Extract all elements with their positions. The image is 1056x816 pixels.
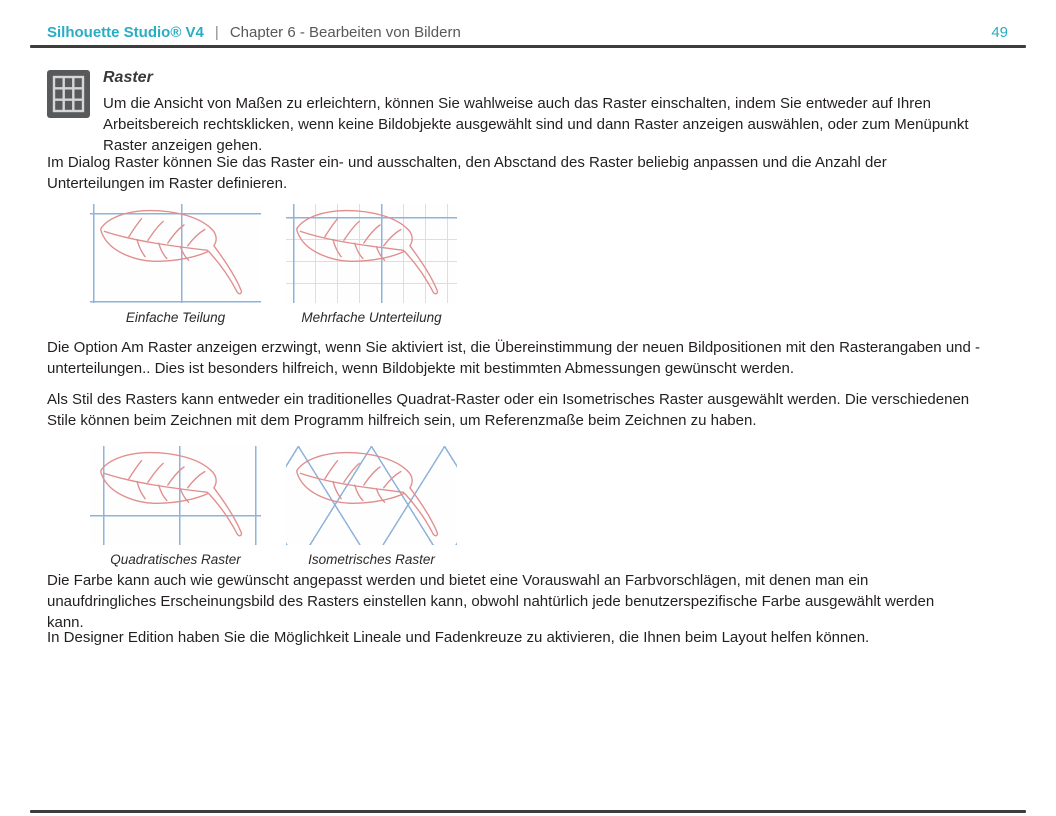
footer-rule: [30, 810, 1026, 813]
leaf-illustration-isometric-grid: [286, 446, 457, 545]
figure-simple-division: [90, 204, 261, 325]
figure-row-division: [90, 204, 457, 325]
header-separator: |: [214, 24, 219, 41]
intro-paragraph: Um die Ansicht von Maßen zu erleichtern, können Sie wahlweise auch das Raster einschalten, indem Sie entweder auf Ihren Arbeitsbereich rechtsklicken, wenn keine Bildobjekte ausgewählt sind und dann Raster anzeigen auswählen, oder zum Menüpunkt Raster anzeigen gehen.: [103, 95, 969, 154]
figure-caption: Quadratisches Raster: [110, 552, 241, 567]
figure-caption: Einfache Teilung: [125, 310, 226, 325]
dialog-paragraph: Im Dialog Raster können Sie das Raster ein- und ausschalten, den Absctand des Raster beliebig anpassen und die Anzahl der Unterteilungen im Raster definieren.: [47, 154, 887, 192]
page-header: [47, 24, 1008, 41]
figure-caption: Isometrisches Raster: [308, 552, 435, 567]
section-title: Raster: [103, 69, 153, 86]
designer-paragraph: In Designer Edition haben Sie die Möglichkeit Lineale und Fadenkreuze zu aktivieren, die Ihnen beim Layout helfen können.: [47, 629, 870, 646]
grid-icon: [47, 70, 90, 118]
page-number: 49: [991, 24, 1008, 41]
leaf-drawing: [287, 448, 455, 543]
figure-multiple-subdivision: [286, 204, 457, 325]
leaf-illustration-square-grid: [90, 446, 261, 545]
leaf-drawing: [91, 206, 259, 301]
figure-isometric-grid: [286, 446, 457, 567]
leaf-drawing: [91, 448, 259, 543]
color-paragraph: Die Farbe kann auch wie gewünscht angepasst werden und bietet eine Vorauswahl an Farbvorschlägen, mit denen man ein unaufdringliches Erscheinungsbild des Rasters einstellen kann, obwohl nahtürlich jede benutzerspezifische Farbe ausgewählt werden kann.: [47, 572, 935, 631]
chapter-title: Chapter 6 - Bearbeiten von Bildern: [229, 24, 461, 41]
header-rule: [30, 45, 1026, 48]
figure-square-grid: [90, 446, 261, 567]
snap-paragraph: Die Option Am Raster anzeigen erzwingt, wenn Sie aktiviert ist, die Übereinstimmung der neuen Bildpositionen mit den Rasterangaben und -unterteilungen.. Dies ist besonders hilfreich, wenn Bildobjekte mit bestimmten Abmessungen gewünscht werden.: [47, 339, 981, 377]
style-paragraph: Als Stil des Rasters kann entweder ein traditionelles Quadrat-Raster oder ein Isometrisches Raster ausgewählt werden. Die verschiedenen Stile können beim Zeichnen mit dem Programm hilfreich sein, um Referenzmaße beim Zeichnen zu haben.: [47, 391, 970, 429]
figure-row-grid-style: [90, 446, 457, 567]
brand-title: Silhouette Studio® V4: [47, 24, 204, 41]
leaf-illustration-simple-grid: [90, 204, 261, 303]
leaf-illustration-subdivided-grid: [286, 204, 457, 303]
leaf-drawing: [287, 206, 455, 301]
figure-caption: Mehrfache Unterteilung: [301, 310, 442, 325]
